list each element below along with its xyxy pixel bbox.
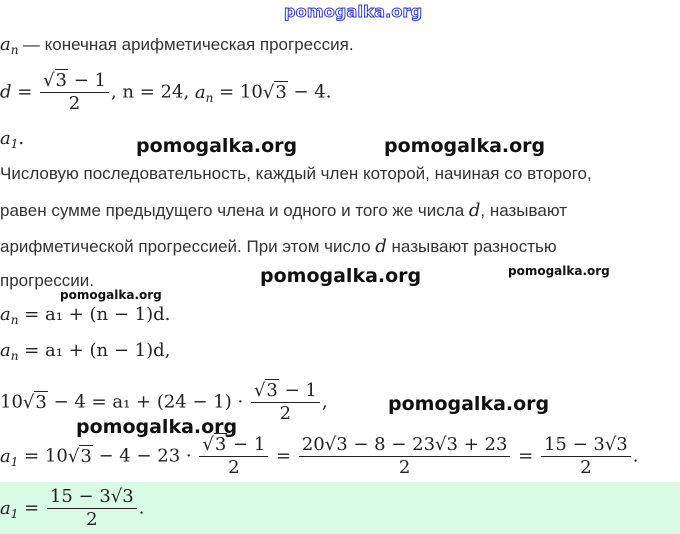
definition-line-2: равен сумме предыдущего члена и одного и того же числа d, называют (0, 200, 567, 221)
find-value: $a_1$. (0, 128, 25, 151)
formula-1: $a_n = a_1 + (n - 1)d$. (0, 304, 171, 327)
fraction-eq3: $\frac{√3 - 1}{2}$ (251, 380, 320, 425)
watermark-6: pomogalka.org (388, 393, 550, 415)
equation-4: $a_1 = 10√3 - 4 - 23$ · $\frac{√3 - 1}{2}$ = $\frac{20√3 - 8 - 23√3 + 23}{2}$ = $\frac{15 - 3√3}{2}$ . (0, 434, 639, 478)
var-an-2: $a_n$ (194, 81, 214, 105)
fraction-eq4-2: $\frac{20√3 - 8 - 23√3 + 23}{2}$ (299, 434, 511, 479)
fraction-d: $\frac{√3 - 1}{2}$ (40, 70, 109, 115)
watermark-1: pomogalka.org (136, 135, 298, 157)
definition-line-1: Числовую последовательность, каждый член которой, начиная со второго, (0, 164, 592, 183)
given-n: , n = 24, (110, 81, 195, 103)
watermark-2: pomogalka.org (384, 135, 546, 157)
statement-text: — конечная арифметическая прогрессия. (22, 35, 354, 54)
sqrt-3b: √3 (262, 81, 287, 103)
watermark-top: pomogalka.org (284, 2, 423, 21)
var-an: $a_n$ (0, 34, 19, 57)
fraction-eq4-3: $\frac{15 - 3√3}{2}$ (541, 434, 631, 479)
var-d: d (0, 81, 12, 103)
definition-line-3: арифметической прогрессией. При этом число d называют разностью (0, 236, 557, 257)
fraction-eq4-1: $\frac{√3 - 1}{2}$ (199, 434, 268, 479)
watermark-4: pomogalka.org (508, 264, 610, 278)
watermark-7: pomogalka.org (76, 416, 238, 438)
given-an-rhs: = 10 (219, 81, 263, 103)
given-values: d = $\frac{√3 - 1}{2}$ , n = 24, $a_n = 10√3 - 4$. (0, 70, 332, 114)
watermark-5: pomogalka.org (60, 288, 162, 302)
definition-line-4: прогрессии. (0, 271, 94, 290)
problem-statement (0, 34, 354, 57)
sqrt-3: √3 (43, 70, 67, 91)
given-an-tail: − 4. (293, 81, 332, 103)
equation-3: 10√3 − 4 = a₁ + (24 − 1) · $\frac{√3 - 1}{2}$ , (0, 380, 328, 424)
watermark-3: pomogalka.org (260, 265, 422, 287)
answer: $a_1$ = $\frac{15 - 3√3}{2}$ . (0, 486, 145, 530)
fraction-answer: $\frac{15 - 3√3}{2}$ (47, 486, 137, 531)
formula-2: $a_n = a_1 + (n - 1)d$, (0, 340, 171, 363)
